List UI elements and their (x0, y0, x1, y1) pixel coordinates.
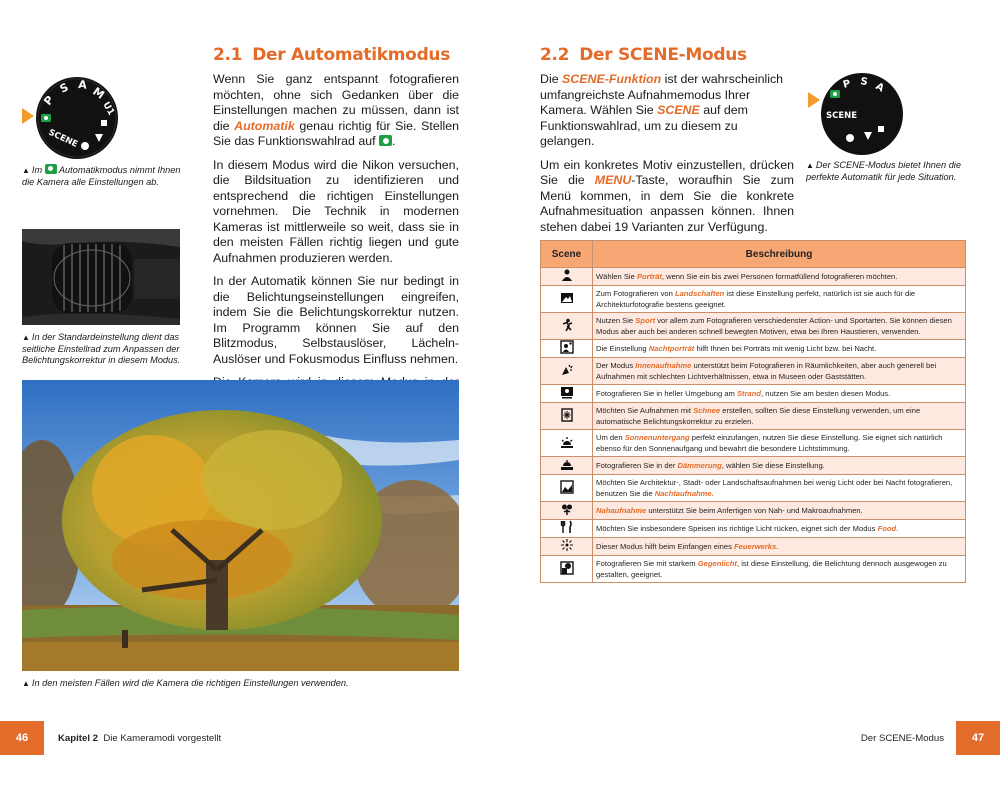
scene-icon-cell (541, 538, 593, 556)
closeup-icon (560, 502, 574, 519)
section-number: 2.2 (540, 45, 570, 65)
scene-mode-name: Gegenlicht (697, 559, 737, 568)
description-text: ist diese Einstellung perfekt, natürlich ist sie auch für die Architekturfotografie bestens geeignet. (596, 289, 916, 309)
svg-text:S: S (859, 76, 869, 89)
scene-description-cell (593, 286, 966, 313)
scene-description-cell (593, 520, 966, 538)
scene-modes-table (540, 240, 966, 583)
scene-description-cell (593, 313, 966, 340)
dial-scene-label: SCENE (46, 127, 80, 150)
scene-mode-name: Strand (736, 389, 762, 398)
p2-text-a: Um ein konkretes Motiv einzustellen, drücken Sie die (540, 157, 794, 187)
section-number: 2.1 (213, 45, 243, 65)
caption-wheel-text: In der Standardeinstellung dient das seitliche Einstellrad zum Anpassen der Belichtungskorrektur in diesem Modus. (22, 332, 181, 365)
caption-triangle-icon: ▲ (806, 161, 814, 170)
scene-description-cell (593, 430, 966, 457)
caption-triangle-icon: ▲ (22, 166, 30, 175)
dusk-icon (560, 457, 574, 474)
sport-icon (560, 318, 574, 335)
scene-mode-name: Innenaufnahme (635, 361, 692, 370)
scene-icon-cell (541, 358, 593, 385)
p1-text-a: Wenn Sie ganz entspannt fotografieren möchten, ohne sich Gedanken über die Einstellungen machen zu müssen, dann ist die (213, 72, 459, 133)
table-row (541, 538, 966, 556)
scene-icon-cell (541, 556, 593, 583)
caption-auto-rest: Automatikmodus nimmt Ihnen die Kamera alle Einstellungen ab. (22, 165, 181, 187)
description-text: Fotografieren Sie in heller Umgebung am (596, 389, 737, 398)
auto-camera-icon (45, 164, 57, 174)
description-text: , nutzen Sie am besten diesen Modus. (761, 389, 891, 398)
description-text: Fotografieren Sie in der (596, 461, 678, 470)
table-row (541, 520, 966, 538)
description-text: . (776, 542, 779, 551)
section-heading-2-2 (540, 45, 747, 65)
highlight-scene: SCENE (657, 103, 700, 117)
mode-dial-scene-image (820, 72, 904, 156)
footer-section-title (861, 733, 944, 744)
dial-position-marker (22, 108, 34, 124)
scene-icon-cell (541, 475, 593, 502)
caption-photo-text: In den meisten Fällen wird die Kamera die richtigen Einstellungen verwenden. (31, 678, 349, 688)
p2-text-b: -Taste, woraufhin Sie zum Menü kommen, in dem Sie die konkrete Aufnahmesituation anpassen können. Ihnen stehen dabei 19 Varianten zur Verfügung. (540, 173, 794, 234)
footer-right-title-text: Der SCENE-Modus (860, 733, 944, 744)
autumn-tree-photo (22, 380, 459, 671)
table-row (541, 502, 966, 520)
footer-chapter (58, 733, 221, 744)
table-row (541, 340, 966, 358)
scene-mode-name: Porträt (636, 272, 662, 281)
description-text: perfekt einzufangen, nutzen Sie diese Einstellung. Sie eignet sich natürlich ebenso für den Sonnenaufgang und bewahrt die besondere Lichtstimmung. (596, 433, 943, 453)
description-text: Möchten Sie Architektur-, Stadt- oder Landschaftsaufnahmen bei wenig Licht oder bei Nacht fotografieren, benutzen Sie die (596, 478, 953, 498)
description-text: , wählen Sie diese Einstellung. (721, 461, 825, 470)
scene-description-cell (593, 457, 966, 475)
description-text: Möchten Sie Aufnahmen mit (596, 406, 694, 415)
scene-icon-cell (541, 340, 593, 358)
food-icon (560, 520, 574, 537)
page-number-right (956, 721, 1000, 755)
description-text: , ist diese Einstellung, die Belichtung dennoch ausgewogen zu gestalten, geeignet. (596, 559, 947, 579)
footer-chapter-title: Die Kameramodi vorgestellt (103, 733, 222, 744)
paragraph-1: Wenn Sie ganz entspannt fotografieren möchten, ohne sich Gedanken über die Einstellungen machen zu müssen, dann ist die Automatik genau richtig für Sie. Stellen Sie das Funktionswahlrad auf . (213, 72, 459, 148)
highlight-menu: MENU (594, 173, 632, 187)
backlight-icon (560, 561, 574, 578)
portrait-icon (560, 268, 574, 285)
scene-icon-cell (541, 457, 593, 475)
fireworks-icon (560, 538, 574, 555)
table-row (541, 403, 966, 430)
mode-dial-auto-image (35, 76, 119, 160)
night-portrait-icon (560, 340, 574, 357)
description-text: vor allem zum Fotografieren verschiedenster Action- und Sportarten. Sie können diesen Modus aber auch bei anderen schnell bewegten Motiven, etwa bei Ihren Haustieren, verwenden. (596, 316, 952, 336)
svg-text:A: A (873, 81, 886, 95)
description-text: Dieser Modus hilft beim Einfangen eines (596, 542, 735, 551)
description-text: Zum Fotografieren von (596, 289, 675, 298)
description-text: erstellen, sollten Sie diese Einstellung verwenden, um eine automatische Belichtungskorrektur zu erzielen. (596, 406, 921, 426)
scene-mode-name: Sport (635, 316, 656, 325)
description-text: Möchten Sie insbesondere Speisen ins richtige Licht rücken, eignet sich der Modus (596, 524, 878, 533)
night-landscape-icon (560, 480, 574, 497)
description-text: Wählen Sie (596, 272, 637, 281)
command-wheel-image (22, 229, 180, 325)
dial-position-marker (808, 92, 820, 108)
scene-mode-name: Landschaften (674, 289, 725, 298)
scene-mode-name: Nachtaufnahme. (654, 489, 714, 498)
description-text: Um den (596, 433, 625, 442)
description-text: , wenn Sie ein bis zwei Personen formatfüllend fotografieren möchten. (661, 272, 898, 281)
dial-letter-p: P (41, 93, 57, 108)
section-title: Der SCENE-Modus (579, 45, 747, 65)
section-title: Der Automatikmodus (252, 45, 451, 65)
party-indoor-icon (560, 363, 574, 380)
scene-icon-cell (541, 268, 593, 286)
table-row (541, 430, 966, 457)
dial-letter-u1: U1 (100, 100, 116, 118)
caption-command-wheel (22, 332, 192, 367)
scene-description-cell (593, 385, 966, 403)
scene-icon-cell (541, 430, 593, 457)
scene-description-cell (593, 340, 966, 358)
table-row (541, 358, 966, 385)
dial-letter-a: A (77, 78, 88, 92)
page-number-left-text: 46 (15, 732, 29, 744)
table-row (541, 268, 966, 286)
sunset-icon (560, 435, 574, 452)
description-text: Fotografieren Sie mit starkem (596, 559, 698, 568)
p1-text-b: ist der wahrscheinlich umfangreichste Aufnahmemodus Ihrer Kamera. Wählen Sie (540, 72, 784, 117)
scene-mode-name: Feuerwerks (734, 542, 777, 551)
caption-auto-prefix: Im (31, 165, 43, 175)
page-number-left (0, 721, 44, 755)
scene-mode-name: Schnee (693, 406, 721, 415)
column-header-scene: Scene (541, 241, 593, 268)
table-row (541, 556, 966, 583)
p1-text-a: Die (540, 72, 563, 86)
description-text: unterstützt beim Fotografieren in Räumlichkeiten, aber auch generell bei Aufnahmen mit schlechten Lichtverhältnissen, etwa in Museen oder Gaststätten. (596, 361, 937, 381)
description-text: Der Modus (596, 361, 636, 370)
scene-mode-name: Nachtporträt (648, 344, 695, 353)
description-text: . (896, 524, 899, 533)
paragraph-3: In der Automatik können Sie nur bedingt in die Belichtungseinstellungen eingreifen, indem Sie die Belichtungskorrektur nutzen. Im Programm können Sie auf den Blitzmodus, Selbstauslöser, Lächeln-Auslöser und Fokusmodus Einfluss nehmen. (213, 274, 459, 366)
p1-text-c: auf dem Funktionswahlrad, um zu diesem zu gelangen. (540, 103, 748, 148)
highlight-automatik: Automatik (234, 118, 295, 133)
scene-icon-cell (541, 286, 593, 313)
paragraph-2 (540, 158, 794, 236)
dial-letter-s: S (57, 80, 71, 96)
svg-text:P: P (841, 78, 852, 91)
paragraph-2: In diesem Modus wird die Nikon versuchen, die Bildsituation zu identifizieren und entsprechend die richtigen Einstellungen vornehmen. Die Technik in modernen Kameras ist mittlerweile so weit, dass sie in den meisten Fällen richtig liegen und gute Aufnahmen produzieren werden. (213, 157, 459, 265)
caption-auto-dial (22, 164, 192, 188)
scene-mode-name: Food (877, 524, 897, 533)
description-text: Die Einstellung (596, 344, 649, 353)
scene-description-cell (593, 475, 966, 502)
paragraph-1 (540, 72, 794, 150)
dial-letter-m: M (90, 84, 107, 102)
beach-icon (560, 385, 574, 402)
auto-camera-icon (379, 135, 392, 146)
caption-scene-dial (806, 160, 976, 183)
table-row (541, 313, 966, 340)
caption-triangle-icon: ▲ (22, 333, 30, 342)
scene-mode-name: Sonnenuntergang (624, 433, 690, 442)
description-text: Nutzen Sie (596, 316, 636, 325)
scene-description-cell (593, 556, 966, 583)
table-row (541, 475, 966, 502)
section-heading-2-1 (213, 45, 450, 65)
column-header-description: Beschreibung (593, 241, 966, 268)
scene-table-wrapper (540, 240, 966, 583)
scene-description-cell (593, 358, 966, 385)
scene-description-cell (593, 268, 966, 286)
table-row (541, 286, 966, 313)
caption-tree-photo (22, 678, 459, 690)
scene-description-cell (593, 502, 966, 520)
table-row (541, 457, 966, 475)
p1-text-b: genau richtig für Sie. Stellen Sie das Funktionswahlrad auf (213, 118, 459, 148)
scene-description-cell (593, 538, 966, 556)
scene-icon-cell (541, 502, 593, 520)
scene-icon-cell (541, 385, 593, 403)
table-row (541, 385, 966, 403)
scene-mode-name: Dämmerung (677, 461, 722, 470)
scene-icon-cell (541, 403, 593, 430)
snow-icon (560, 408, 574, 425)
scene-mode-name: Nahaufnahme (596, 506, 647, 515)
table-header-row (541, 241, 966, 268)
scene-icon-cell (541, 313, 593, 340)
description-text: hilft Ihnen bei Porträts mit wenig Licht bzw. bei Nacht. (694, 344, 877, 353)
description-text: unterstützt Sie beim Anfertigen von Nah- und Makroaufnahmen. (646, 506, 863, 515)
landscape-icon (560, 291, 574, 308)
scene-description-cell (593, 403, 966, 430)
scene-icon-cell (541, 520, 593, 538)
caption-scene-text: Der SCENE-Modus bietet Ihnen die perfekte Automatik für jede Situation. (806, 160, 961, 182)
dial-scene-label: SCENE (826, 111, 858, 121)
caption-triangle-icon: ▲ (22, 679, 30, 688)
page-number-right-text: 47 (971, 732, 985, 744)
footer-chapter-label: Kapitel 2 (58, 733, 98, 744)
highlight-scene-funktion: SCENE-Funktion (562, 72, 662, 86)
section-2-2-body (540, 72, 794, 243)
